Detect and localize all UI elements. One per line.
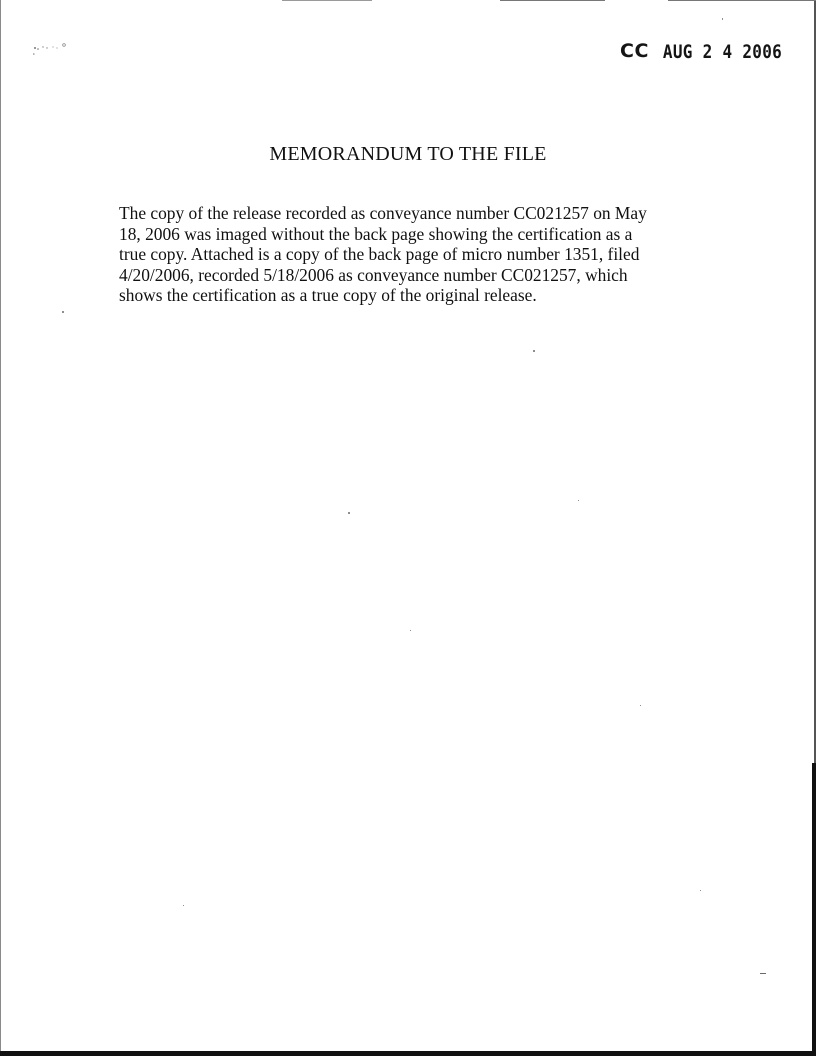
scan-speck xyxy=(722,18,723,20)
scan-speck xyxy=(533,350,535,352)
scan-speck xyxy=(578,500,579,501)
memo-line: 4/20/2006, recorded 5/18/2006 as conveyance number CC021257, which xyxy=(119,264,628,285)
memo-title: MEMORANDUM TO THE FILE xyxy=(269,143,547,165)
stamp-prefix: CC xyxy=(620,40,649,62)
scan-edge-top xyxy=(668,0,816,1)
scan-edge-bottom xyxy=(0,1051,816,1056)
memo-line: The copy of the release recorded as conveyance number CC021257 on May xyxy=(119,203,647,223)
memo-body xyxy=(119,203,699,306)
memo-line: shows the certification as a true copy of the original release. xyxy=(119,285,537,306)
scan-speck xyxy=(640,705,641,706)
scan-speck xyxy=(183,905,184,906)
scan-speck xyxy=(348,512,350,514)
memo-line: 18, 2006 was imaged without the back page showing the certification as a xyxy=(119,223,633,244)
scan-edge-top xyxy=(500,0,605,1)
scan-artifact-icon xyxy=(33,42,73,56)
scan-speck xyxy=(760,973,766,974)
received-date-stamp xyxy=(620,40,782,62)
scan-edge-right-bar xyxy=(812,763,816,1056)
scan-speck xyxy=(700,890,701,891)
scan-artifact xyxy=(33,42,73,58)
stamp-date: AUG 2 4 2006 xyxy=(662,40,783,63)
scan-speck xyxy=(62,311,64,313)
scan-speck xyxy=(410,630,411,631)
memo-line: true copy. Attached is a copy of the back page of micro number 1351, filed xyxy=(119,244,640,265)
scan-edge-top xyxy=(282,0,372,1)
